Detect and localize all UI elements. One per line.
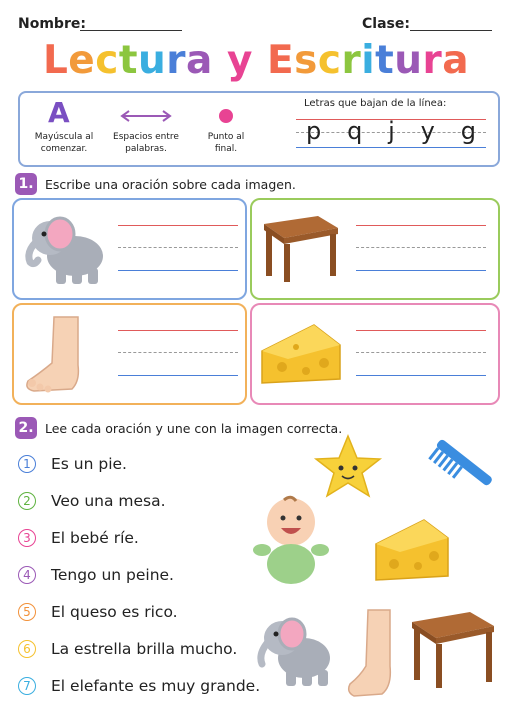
title-letter: a xyxy=(186,38,213,83)
capital-letter-icon: A xyxy=(48,96,70,129)
sentence-number: 5 xyxy=(18,603,36,621)
step-badge-2: 2. xyxy=(15,417,37,439)
sentence-number: 3 xyxy=(18,529,36,547)
sentence-item[interactable] xyxy=(18,492,166,510)
class-label: Clase: xyxy=(362,16,410,32)
sentence-item[interactable] xyxy=(18,566,174,584)
title-letter: y xyxy=(226,38,253,83)
table-icon xyxy=(258,212,342,284)
class-field[interactable] xyxy=(410,30,492,31)
title-letter: t xyxy=(375,38,395,83)
foot-icon xyxy=(20,311,112,397)
sentence-item[interactable] xyxy=(18,677,260,695)
sentence-text: El queso es rico. xyxy=(51,603,178,621)
sentence-text: El elefante es muy grande. xyxy=(51,677,261,695)
sentence-text: Veo una mesa. xyxy=(51,492,166,510)
sentence-item[interactable] xyxy=(18,455,127,473)
title-letter: r xyxy=(166,38,187,83)
title-letter: r xyxy=(341,38,362,83)
elephant-match-icon[interactable] xyxy=(252,604,338,696)
sentence-number: 2 xyxy=(18,492,36,510)
period-dot-icon xyxy=(219,109,233,123)
section1-instruction: Escribe una oración sobre cada imagen. xyxy=(45,177,296,192)
descender-letter: j xyxy=(388,117,395,145)
title-letter: e xyxy=(68,38,96,83)
title-letter: a xyxy=(442,38,470,83)
title-letter: i xyxy=(361,38,376,83)
sentence-text: El bebé ríe. xyxy=(51,529,139,547)
sentence-number: 7 xyxy=(18,677,36,695)
title-letter xyxy=(253,38,267,83)
double-arrow-icon xyxy=(118,109,174,123)
writing-rules-box xyxy=(18,91,500,167)
table-match-icon[interactable] xyxy=(408,606,498,692)
period-caption: Punto al final. xyxy=(207,132,245,154)
cheese-match-icon[interactable] xyxy=(372,514,452,586)
descender-letter: g xyxy=(460,117,476,145)
write-card-table xyxy=(250,198,500,300)
descender-letters xyxy=(306,117,476,145)
name-label: Nombre: xyxy=(18,16,86,32)
spaces-caption: Espacios entre palabras. xyxy=(113,132,179,154)
write-card-foot xyxy=(12,303,247,405)
title-letter: E xyxy=(266,38,295,83)
sentence-item[interactable] xyxy=(18,640,237,658)
title-letter: c xyxy=(317,38,342,83)
star-icon[interactable] xyxy=(312,432,384,500)
baby-icon[interactable] xyxy=(248,492,334,588)
descender-letter: y xyxy=(420,117,435,145)
descender-letter: q xyxy=(347,117,363,145)
title-letter: s xyxy=(294,38,318,83)
page-title xyxy=(0,38,512,83)
sentence-number: 1 xyxy=(18,455,36,473)
sentence-text: Es un pie. xyxy=(51,455,127,473)
sentence-text: La estrella brilla mucho. xyxy=(51,640,238,658)
comb-icon[interactable] xyxy=(418,433,496,511)
title-letter: r xyxy=(422,38,443,83)
descender-title: Letras que bajan de la línea: xyxy=(304,98,447,109)
sentence-item[interactable] xyxy=(18,603,178,621)
title-letter: t xyxy=(118,38,139,83)
title-letter: c xyxy=(95,38,119,83)
name-field[interactable] xyxy=(80,30,182,31)
title-letter: u xyxy=(138,38,167,83)
step-badge-1: 1. xyxy=(15,173,37,195)
cheese-icon xyxy=(258,319,344,389)
capital-caption: Mayúscula al comenzar. xyxy=(34,132,94,154)
title-letter xyxy=(213,38,227,83)
sentence-number: 4 xyxy=(18,566,36,584)
elephant-icon xyxy=(20,208,112,290)
section2-instruction: Lee cada oración y une con la imagen correcta. xyxy=(45,421,343,436)
sentence-item[interactable] xyxy=(18,529,139,547)
title-letter: u xyxy=(394,38,423,83)
foot-match-icon[interactable] xyxy=(346,606,408,702)
sentence-number: 6 xyxy=(18,640,36,658)
write-card-cheese xyxy=(250,303,500,405)
title-letter: L xyxy=(42,38,69,83)
write-card-elephant xyxy=(12,198,247,300)
sentence-text: Tengo un peine. xyxy=(51,566,174,584)
descender-letter: p xyxy=(306,117,322,145)
